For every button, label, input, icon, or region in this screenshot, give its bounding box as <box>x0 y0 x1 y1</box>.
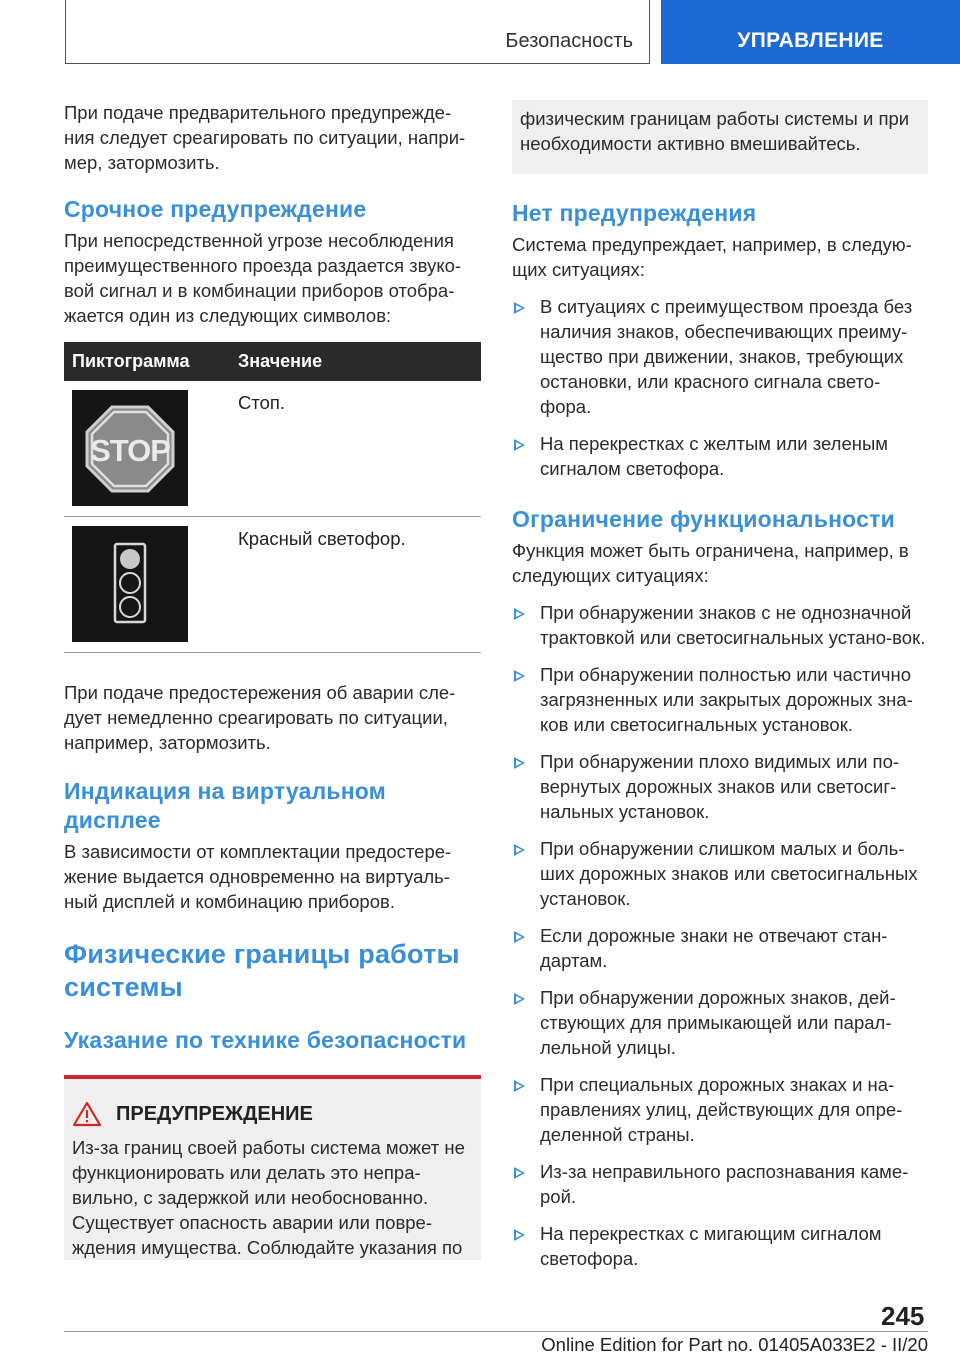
meaning-stop: Стоп. <box>238 392 286 413</box>
list-item: При обнаружении дорожных знаков, дей-ствующих для примыкающей или парал-лельной улицы. <box>512 985 928 1060</box>
header-chapter-label: УПРАВЛЕНИЕ <box>737 29 884 52</box>
list-item: При обнаружении знаков с не однозначной трактовкой или светосигнальных устано-вок. <box>512 600 928 650</box>
footer-edition: Online Edition for Part no. 01405A033E2 - II/20 <box>541 1334 928 1355</box>
urgent-warning-text: При непосредственной угрозе несоблюдения преимущественного проезда раздается звуко-вой сигнал и в комбинации приборов отобра-жается один из следующих символов: <box>64 230 462 326</box>
intro-paragraph: При подаче предварительного предупрежде-ния следует среагировать по ситуации, напри-мер, затормозить. <box>64 102 466 173</box>
bullet-triangle-icon <box>514 1080 525 1092</box>
after-table-paragraph: При подаче предостережения об аварии сле-дует немедленно среагировать по ситуации, например, затормозить. <box>64 682 456 753</box>
bullet-triangle-icon <box>514 1167 525 1179</box>
traffic-light-icon <box>72 526 188 642</box>
list-item: В ситуациях с преимуществом проезда без наличия знаков, обеспечивающих преиму-щество при движении, знаков, требующих остановки, или красного сигнала свето-фора. <box>512 294 928 419</box>
pictogram-table <box>64 342 481 653</box>
bullet-triangle-icon <box>514 931 525 943</box>
no-warning-heading: Нет предупреждения <box>512 200 757 226</box>
page-number: 245 <box>881 1301 925 1331</box>
stop-sign-icon <box>72 390 188 506</box>
limitations-list <box>512 600 928 1271</box>
bullet-triangle-icon <box>514 1229 525 1241</box>
table-header-pictogram: Пиктограмма <box>72 351 190 371</box>
list-item: При обнаружении плохо видимых или по-вернутых дорожных знаков или светосиг-нальных установок. <box>512 749 928 824</box>
stop-sign-text: STOP <box>90 433 170 468</box>
footer-divider <box>64 1331 928 1332</box>
header-section-label: Безопасность <box>505 30 633 52</box>
physical-limits-heading: Физические границы работы системы <box>64 939 460 1002</box>
list-item: Если дорожные знаки не отвечают стан-дартам. <box>512 923 928 973</box>
warning-title: ПРЕДУПРЕЖДЕНИЕ <box>116 1102 313 1125</box>
warning-continued-text: физическим границам работы системы и при необходимости активно вмешивайтесь. <box>520 108 910 154</box>
limitations-heading: Ограничение функциональности <box>512 506 895 532</box>
warning-triangle-icon <box>72 1101 102 1127</box>
warning-box-continued <box>512 100 928 174</box>
bullet-triangle-icon <box>514 439 525 451</box>
list-item: На перекрестках с мигающим сигналом светофора. <box>512 1221 928 1271</box>
bullet-triangle-icon <box>514 844 525 856</box>
list-item: При обнаружении полностью или частично загрязненных или закрытых дорожных зна-ков или светосигнальных установок. <box>512 662 928 737</box>
virtual-display-text: В зависимости от комплектации предостере-жение выдается одновременно на виртуаль-ный дисплей и комбинацию приборов. <box>64 841 452 912</box>
list-item: При обнаружении слишком малых и боль-ших дорожных знаков или светосигнальных установок. <box>512 836 928 911</box>
list-item: Из-за неправильного распознавания каме-рой. <box>512 1159 928 1209</box>
urgent-warning-heading: Срочное предупреждение <box>64 196 367 222</box>
warning-text: Из-за границ своей работы система может не функционировать или делать это непра-вильно, с задержкой или необоснованно. Существует опасность аварии или повре-ждения имущества. Соблюдайте указания по <box>72 1137 465 1258</box>
no-warning-list <box>512 294 928 481</box>
virtual-display-heading: Индикация на виртуальном дисплее <box>64 778 386 833</box>
table-header-meaning: Значение <box>238 351 323 371</box>
right-column <box>512 100 928 1271</box>
warning-box <box>64 1075 481 1260</box>
left-column <box>64 100 481 1260</box>
list-item: На перекрестках с желтым или зеленым сигналом светофора. <box>512 431 928 481</box>
list-item: При специальных дорожных знаках и на-правлениях улиц, действующих для опре-деленной страны. <box>512 1072 928 1147</box>
bullet-triangle-icon <box>514 302 525 314</box>
bullet-triangle-icon <box>514 993 525 1005</box>
header-section-tab <box>65 0 650 64</box>
header-chapter-tab <box>661 0 960 64</box>
limitations-text: Функция может быть ограничена, например, в следующих ситуациях: <box>512 540 909 586</box>
table-row <box>64 381 481 517</box>
bullet-triangle-icon <box>514 670 525 682</box>
table-row <box>64 517 481 653</box>
meaning-red-light: Красный светофор. <box>238 528 406 549</box>
no-warning-text: Система предупреждает, например, в следую-щих ситуациях: <box>512 234 912 280</box>
safety-note-heading: Указание по технике безопасности <box>64 1027 467 1053</box>
table-header <box>64 342 481 381</box>
bullet-triangle-icon <box>514 608 525 620</box>
bullet-triangle-icon <box>514 757 525 769</box>
